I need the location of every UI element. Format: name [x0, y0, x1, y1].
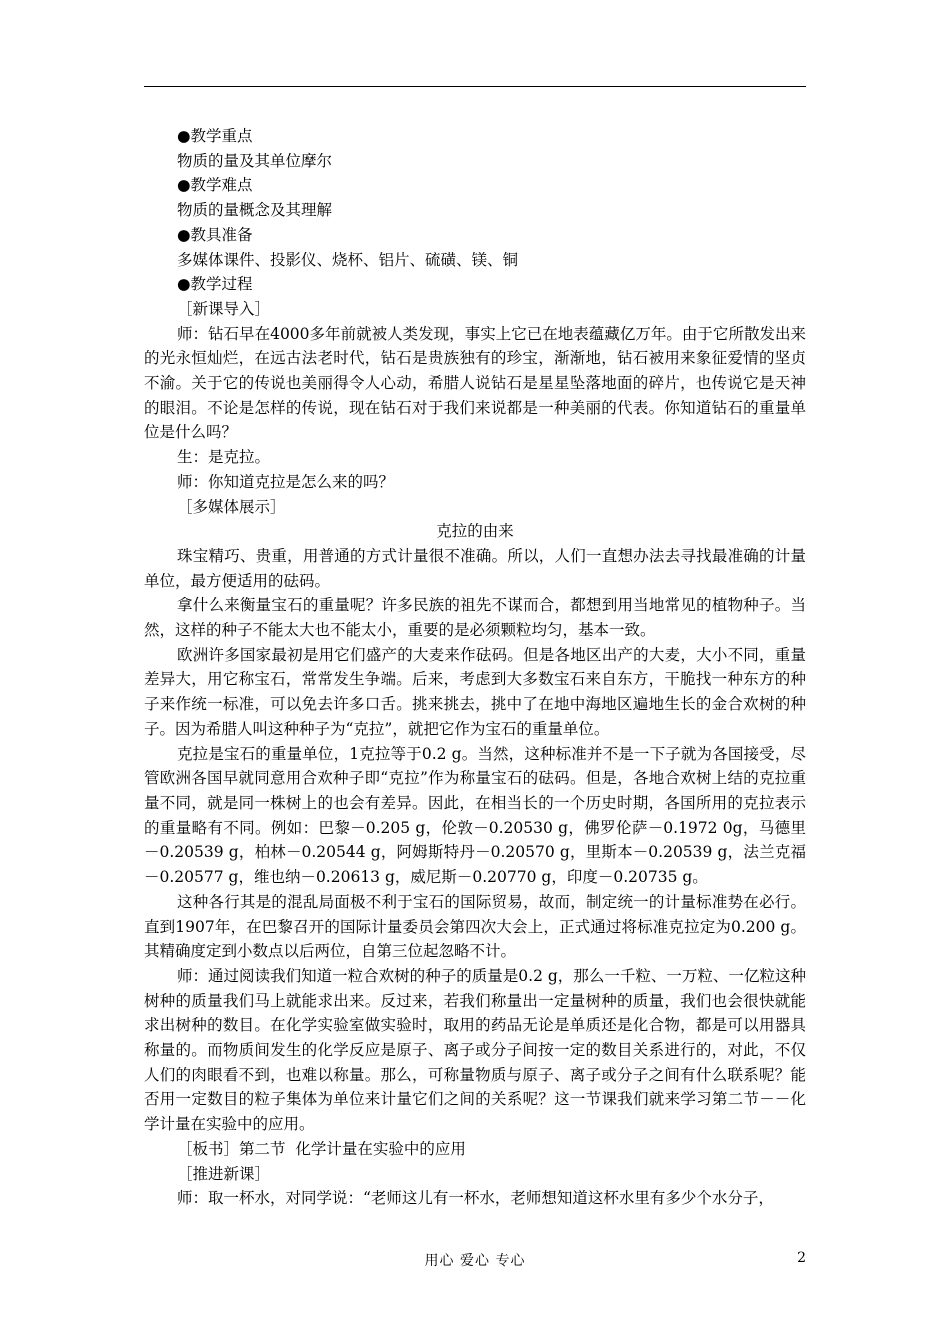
- reading-paragraph-1: 珠宝精巧、贵重，用普通的方式计量很不准确。所以，人们一直想办法去寻找最准确的计量单位，最方便适用的砝码。: [144, 546, 806, 590]
- reading-paragraph-3: 欧洲许多国家最初是用它们盛产的大麦来作砝码。但是各地区出产的大麦，大小不同，重量差异大，用它称宝石，常常发生争端。后来，考虑到大多数宝石来自东方，干脆找一种东方的种子来作统一标准，可以免去许多口舌。挑来挑去，挑中了在地中海地区遍地生长的金合欢树的种子。因为希腊人叫这种种子为“克拉”，就把它作为宝石的重量单位。: [144, 645, 806, 738]
- teacher-paragraph-1: 师：钻石早在4000多年前就被人类发现，事实上它已在地表蕴藏亿万年。由于它所散发出来的光永恒灿烂，在远古法老时代，钻石是贵族独有的珍宝，渐渐地，钻石被用来象征爱情的坚贞不渝。关于它的传说也美丽得令人心动，希腊人说钻石是星星坠落地面的碎片，也传说它是天神的眼泪。不论是怎样的传说，现在钻石对于我们来说都是一种美丽的代表。你知道钻石的重量单位是什么吗？: [144, 324, 806, 442]
- reading-title: 克拉的由来: [436, 522, 514, 541]
- student-reply: 生：是克拉。: [177, 448, 271, 467]
- tools-text: 多媒体课件、投影仪、烧杯、铝片、硫磺、镁、铜: [177, 250, 519, 269]
- teacher-paragraph-3: 师：通过阅读我们知道一粒合欢树的种子的质量是0.2 g，那么一千粒、一万粒、一亿粒这种树种的质量我们马上就能求出来。反过来，若我们称量出一定量树种的质量，我们也会很快就能求出树种的数目。在化学实验室做实验时，取用的药品无论是单质还是化合物，都是可以用器具称量的。而物质间发生的化学反应是原子、离子或分子间按一定的数目关系进行的，对此，不仅人们的肉眼看不到，也难以称量。那么，可称量物质与原子、离子或分子之间有什么联系呢？能否用一定数目的粒子集体为单位来计量它们之间的关系呢？这一节课我们就来学习第二节－－化学计量在实验中的应用。: [144, 966, 806, 1134]
- reading-paragraph-4: 克拉是宝石的重量单位，1克拉等于0.2 g。当然，这种标准并不是一下子就为各国接受，尽管欧洲各国早就同意用合欢种子即“克拉”作为称量宝石的砝码。但是，各地合欢树上结的克拉重量不同，就是同一株树上的也会有差异。因此，在相当长的一个历史时期，各国所用的克拉表示的重量略有不同。例如：巴黎－0.205 g，伦敦－0.20530 g，佛罗伦萨－0.1972 0g，马德里－0.20539 g，柏林－0.20544 g，阿姆斯特丹－0.20570 g，里斯本－0.20539 g，法兰克福－0.20577 g，维也纳－0.20613 g，威尼斯－0.20770 g，印度－0.20735 g。: [144, 744, 806, 887]
- board-line: ［板书］第二节 化学计量在实验中的应用: [177, 1139, 466, 1158]
- teacher-question: 师：你知道克拉是怎么来的吗？: [177, 472, 395, 491]
- difficulty-heading: ●教学难点: [177, 176, 253, 195]
- header-rule: [144, 86, 806, 87]
- intro-tag: ［新课导入］: [177, 299, 271, 318]
- focus-text: 物质的量及其单位摩尔: [177, 151, 333, 170]
- reading-paragraph-5: 这种各行其是的混乱局面极不利于宝石的国际贸易，故而，制定统一的计量标准势在必行。直到1907年，在巴黎召开的国际计量委员会第四次大会上，正式通过将标准克拉定为0.200 g。其精确度定到小数点以后两位，自第三位起忽略不计。: [144, 892, 806, 961]
- page-number: 2: [797, 1250, 806, 1266]
- teacher-paragraph-4: 师：取一杯水，对同学说：“老师这儿有一杯水，老师想知道这杯水里有多少个水分子，: [177, 1189, 774, 1208]
- tools-heading: ●教具准备: [177, 225, 253, 244]
- focus-heading: ●教学重点: [177, 127, 253, 145]
- multimedia-tag: ［多媒体展示］: [177, 497, 286, 516]
- footer-motto: 用心 爱心 专心: [424, 1253, 526, 1269]
- reading-paragraph-2: 拿什么来衡量宝石的重量呢？许多民族的祖先不谋而合，都想到用当地常见的植物种子。当然，这样的种子不能太大也不能太小，重要的是必须颗粒均匀，基本一致。: [144, 596, 806, 640]
- advance-tag: ［推进新课］: [177, 1164, 271, 1183]
- document-body: [144, 124, 806, 1211]
- process-heading: ●教学过程: [177, 275, 253, 294]
- difficulty-text: 物质的量概念及其理解: [177, 201, 333, 220]
